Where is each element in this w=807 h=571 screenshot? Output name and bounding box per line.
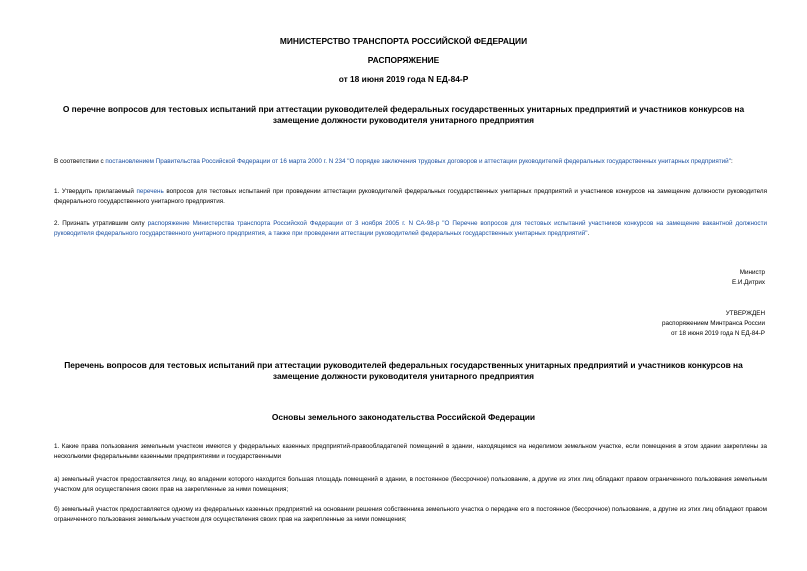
approval-line-2: распоряжением Минтранса России [662,320,765,327]
item-1-prefix: 1. Утвердить прилагаемый [54,188,137,195]
item-1-suffix: вопросов для тестовых испытаний при проведении аттестации руководителей федеральных государственных унитарных предприятий и участников конкурсов на замещение должности руководителя федерального государственного унитарного предприятия. [54,188,768,205]
approval-block [662,309,765,339]
preamble-paragraph [40,157,767,167]
preamble-suffix: : [730,158,733,165]
document-type: РАСПОРЯЖЕНИЕ [367,55,440,65]
item-2-suffix: . [587,230,590,237]
repealed-order-link[interactable]: распоряжение Министерства транспорта Российской Федерации от 3 ноября 2005 г. N СА-98-р "О Перечне вопросов для тестовых испытаний участников конкурсов на замещение вакантной должности руководителя федерального государственного унитарного предприятия, а также при проведении аттестации руководителей федеральных государственных унитарных предприятий" [54,220,767,237]
answer-b [40,505,767,525]
signature-block [732,268,765,288]
answer-b-text: б) земельный участок предоставляется одному из федеральных казенных предприятий на основании решения собственника земельного участка о передаче его в постоянное (бессрочное) пользование, а другие из этих лиц обладают правом ограниченного пользования земельным участком для осуществления своих прав на закрепленные за ними помещения; [54,506,767,523]
preamble-prefix: В соответствии с [54,158,106,165]
approval-line-3: от 18 июня 2019 года N ЕД-84-Р [671,330,765,337]
section-title: Основы земельного законодательства Российской Федерации [271,412,536,422]
ministry-heading: МИНИСТЕРСТВО ТРАНСПОРТА РОССИЙСКОЙ ФЕДЕРАЦИИ [279,36,528,46]
signature-position: Министр [739,269,765,276]
document-title: О перечне вопросов для тестовых испытаний при аттестации руководителей федеральных государственных унитарных предприятий и участников конкурсов на замещение должности руководителя унитарного предприятия [62,104,745,125]
government-decree-link[interactable]: постановлением Правительства Российской Федерации от 16 марта 2000 г. N 234 "О порядке заключения трудовых договоров и аттестации руководителей федеральных государственных унитарных предприятий" [105,158,731,165]
approval-line-1: УТВЕРЖДЕН [725,310,765,317]
item-2-prefix: 2. Признать утратившим силу [54,220,148,227]
question-1-text: 1. Какие права пользования земельным участком имеются у федеральных казенных предприятий-правообладателей помещений в здании, находящемся на неделимом земельном участке, если помещения в этом здании закреплены за несколькими федеральными казенными предприятиями и государственными [54,443,767,460]
answer-a-text: а) земельный участок предоставляется лицу, во владении которого находится большая площадь помещений в здании, в постоянное (бессрочное) пользование, а другие из этих лиц обладают правом ограниченного пользования земельным участком для осуществления своих прав на закрепленные за ними помещения; [54,476,767,493]
item-2-paragraph [40,219,767,239]
item-1-paragraph [40,187,767,207]
document-date-number: от 18 июня 2019 года N ЕД-84-Р [338,74,469,84]
signature-name: Е.И.Дитрих [731,279,765,286]
list-link[interactable]: перечень [136,188,164,195]
question-1 [40,442,767,462]
list-title: Перечень вопросов для тестовых испытаний при аттестации руководителей федеральных государственных унитарных предприятий и участников конкурсов на замещение должности руководителя унитарного предприятия [64,360,743,381]
answer-a [40,475,767,495]
